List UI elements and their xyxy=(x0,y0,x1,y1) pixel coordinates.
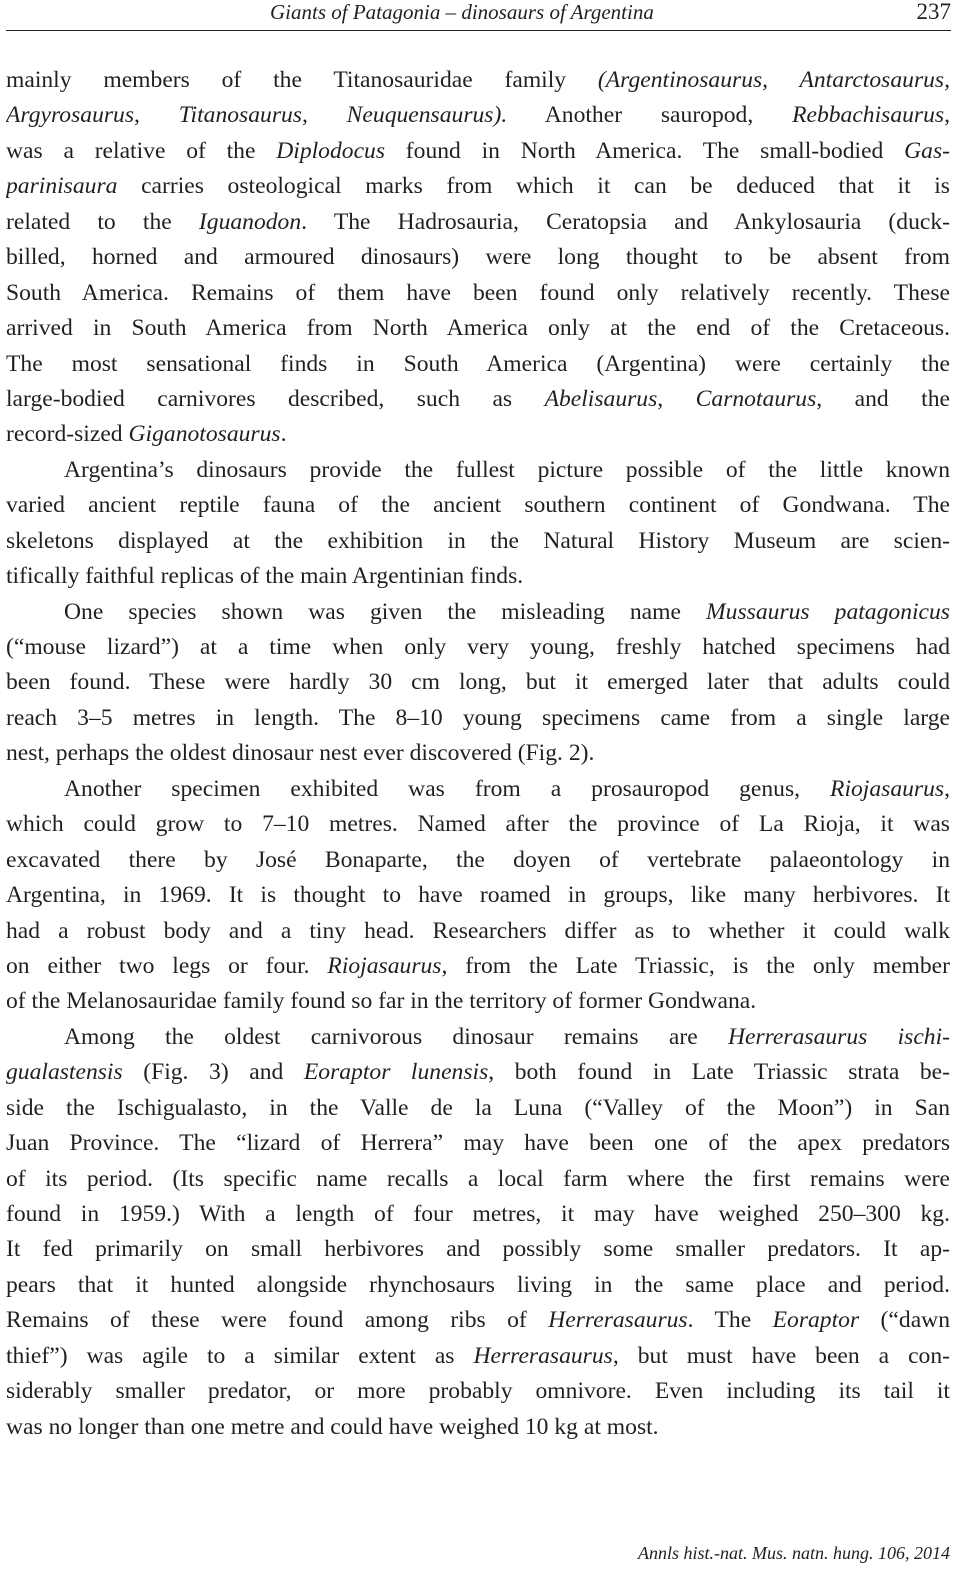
italic-text: Argyrosaurus, Titanosaurus, Neuquensaurus). xyxy=(6,102,508,129)
text-segment: (“dawn xyxy=(859,1307,950,1334)
text-segment: Argentina, in 1969. It is thought to have roamed in groups, like many herbivores. It xyxy=(6,882,950,909)
text-segment: record-sized xyxy=(6,421,129,448)
text-segment: . xyxy=(280,421,287,448)
text-segment: arrived in South America from North America only at the end of the Cretaceous. xyxy=(6,315,950,342)
text-segment: (Fig. 3) and xyxy=(122,1059,304,1086)
text-segment: was no longer than one metre and could have weighed 10 kg at most. xyxy=(6,1413,659,1440)
text-segment: . The Hadrosauria, Ceratopsia and Ankylosauria (duck- xyxy=(301,208,950,235)
text-segment: It fed primarily on small herbivores and possibly some smaller predators. It ap- xyxy=(6,1236,950,1263)
text-segment: Another sauropod, xyxy=(507,102,793,129)
text-segment: mainly members of the Titanosauridae family xyxy=(6,67,598,93)
text-line xyxy=(6,807,950,842)
text-segment: , from the Late Triassic, is the only member xyxy=(441,952,950,979)
text-segment: related to the xyxy=(6,208,199,235)
text-line xyxy=(6,240,950,275)
italic-text: Eoraptor lunensis xyxy=(303,1059,489,1086)
text-segment: pears that it hunted alongside rhynchosaurs living in the same place and period. xyxy=(6,1271,950,1298)
page-number: 237 xyxy=(916,0,951,24)
text-segment: varied ancient reptile fauna of the ancient southern continent of Gondwana. The xyxy=(6,492,950,519)
text-segment: siderably smaller predator, or more probably omnivore. Even including its tail it xyxy=(6,1378,950,1405)
text-line xyxy=(6,205,950,240)
text-segment: had a robust body and a tiny head. Researchers differ as to whether it could walk xyxy=(6,917,950,944)
text-line xyxy=(6,701,950,736)
text-segment: Another specimen exhibited was from a prosauropod genus, xyxy=(64,775,831,802)
text-segment: found in 1959.) With a length of four metres, it may have weighed 250–300 kg. xyxy=(6,1201,950,1227)
text-line xyxy=(6,1232,950,1267)
text-line xyxy=(6,417,950,452)
text-line xyxy=(6,276,950,311)
text-line xyxy=(6,665,950,700)
text-segment: reach 3–5 metres in length. The 8–10 young specimens came from a single large xyxy=(6,704,950,731)
text-segment: been found. These were hardly 30 cm long, but it emerged later that adults could xyxy=(6,669,950,696)
text-segment: . The xyxy=(687,1307,773,1334)
text-segment: , but must have been a con- xyxy=(612,1342,950,1369)
text-line xyxy=(6,843,950,878)
text-segment: was a relative of the xyxy=(6,137,277,164)
text-segment: large-bodied carnivores described, such as xyxy=(6,385,545,412)
italic-text: Giganotosaurus xyxy=(128,421,281,448)
text-line xyxy=(6,1091,950,1126)
text-line xyxy=(6,1339,950,1374)
italic-text: (Argentinosaurus, Antarctosaurus, xyxy=(597,67,950,93)
text-segment: The most sensational finds in South America (Argentina) were certainly the xyxy=(6,350,950,377)
text-line xyxy=(6,984,950,1019)
text-segment: One species shown was given the misleading name xyxy=(64,598,707,625)
text-line xyxy=(6,488,950,523)
text-line xyxy=(6,772,950,807)
running-header xyxy=(6,0,951,31)
italic-text: Carnotaurus xyxy=(695,385,817,412)
text-line xyxy=(6,98,950,133)
footer-citation: Annls hist.-nat. Mus. natn. hung. 106, 2014 xyxy=(637,1543,950,1563)
text-line xyxy=(6,1374,950,1409)
text-line xyxy=(6,1055,950,1090)
text-segment: nest, perhaps the oldest dinosaur nest ever discovered (Fig. 2). xyxy=(6,740,595,767)
text-segment: excavated there by José Bonaparte, the doyen of vertebrate palaeontology in xyxy=(6,846,950,873)
text-line xyxy=(6,1268,950,1303)
running-title: Giants of Patagonia – dinosaurs of Argentina xyxy=(270,0,654,24)
text-line xyxy=(6,311,950,346)
text-segment: carries osteological marks from which it can be deduced that it is xyxy=(117,173,950,200)
text-line xyxy=(6,382,950,417)
text-segment: South America. Remains of them have been found only relatively recently. These xyxy=(6,279,950,306)
text-line xyxy=(6,559,950,594)
text-line xyxy=(6,1126,950,1161)
italic-text: gualastensis xyxy=(6,1059,123,1086)
italic-text: Herrerasaurus xyxy=(548,1307,688,1334)
text-line xyxy=(6,1197,950,1232)
text-segment: Argentina’s dinosaurs provide the fullest picture possible of the little known xyxy=(64,456,950,483)
italic-text: Herrerasaurus ischi- xyxy=(727,1023,950,1050)
text-line xyxy=(6,595,950,630)
text-segment: , both found in Late Triassic strata be- xyxy=(488,1059,950,1086)
text-line xyxy=(6,949,950,984)
italic-text: Herrerasaurus xyxy=(473,1342,613,1369)
text-segment: thief”) was agile to a similar extent as xyxy=(6,1342,474,1369)
text-segment: side the Ischigualasto, in the Valle de la Luna (“Valley of the Moon”) in San xyxy=(6,1094,950,1121)
italic-text: Gas- xyxy=(904,137,950,164)
text-segment: (“mouse lizard”) at a time when only very young, freshly hatched specimens had xyxy=(6,634,950,660)
text-segment: found in North America. The small-bodied xyxy=(385,137,905,164)
text-line xyxy=(6,63,950,98)
italic-text: Abelisaurus xyxy=(544,385,658,412)
italic-text: Rebbachisaurus, xyxy=(792,102,950,129)
text-segment: on either two legs or four. xyxy=(6,952,328,979)
text-line xyxy=(6,1410,950,1445)
italic-text: Riojasaurus xyxy=(830,775,945,802)
text-segment: of its period. (Its specific name recalls a local farm where the first remains were xyxy=(6,1165,950,1192)
text-line xyxy=(6,878,950,913)
italic-text: Iguanodon xyxy=(198,208,302,235)
text-segment: Remains of these were found among ribs of xyxy=(6,1307,549,1334)
text-segment: billed, horned and armoured dinosaurs) were long thought to be absent from xyxy=(6,244,950,271)
text-line xyxy=(6,134,950,169)
text-segment: , and the xyxy=(816,385,950,412)
text-line xyxy=(6,347,950,382)
text-line xyxy=(6,1020,950,1055)
italic-text: Riojasaurus xyxy=(327,952,442,979)
text-segment: Juan Province. The “lizard of Herrera” may have been one of the apex predators xyxy=(6,1130,950,1157)
italic-text: parinisaura xyxy=(6,173,118,200)
text-segment: skeletons displayed at the exhibition in the Natural History Museum are scien- xyxy=(6,527,950,554)
italic-text: Diplodocus xyxy=(276,137,386,164)
text-line xyxy=(6,914,950,949)
text-segment: tifically faithful replicas of the main Argentinian finds. xyxy=(6,563,524,590)
italic-text: Eoraptor xyxy=(772,1307,860,1334)
text-line xyxy=(6,1303,950,1338)
text-segment: of the Melanosauridae family found so far in the territory of former Gondwana. xyxy=(6,988,757,1015)
text-line xyxy=(6,630,950,665)
text-line xyxy=(6,453,950,488)
text-line xyxy=(6,1162,950,1197)
text-segment: which could grow to 7–10 metres. Named after the province of La Rioja, it was xyxy=(6,811,950,838)
text-line xyxy=(6,169,950,204)
text-line xyxy=(6,736,950,771)
text-line xyxy=(6,524,950,559)
text-segment: , xyxy=(657,385,696,412)
body-text xyxy=(6,63,950,1445)
text-segment: Among the oldest carnivorous dinosaur remains are xyxy=(64,1023,728,1050)
text-segment: , xyxy=(944,775,950,802)
italic-text: Mussaurus patagonicus xyxy=(706,598,950,625)
